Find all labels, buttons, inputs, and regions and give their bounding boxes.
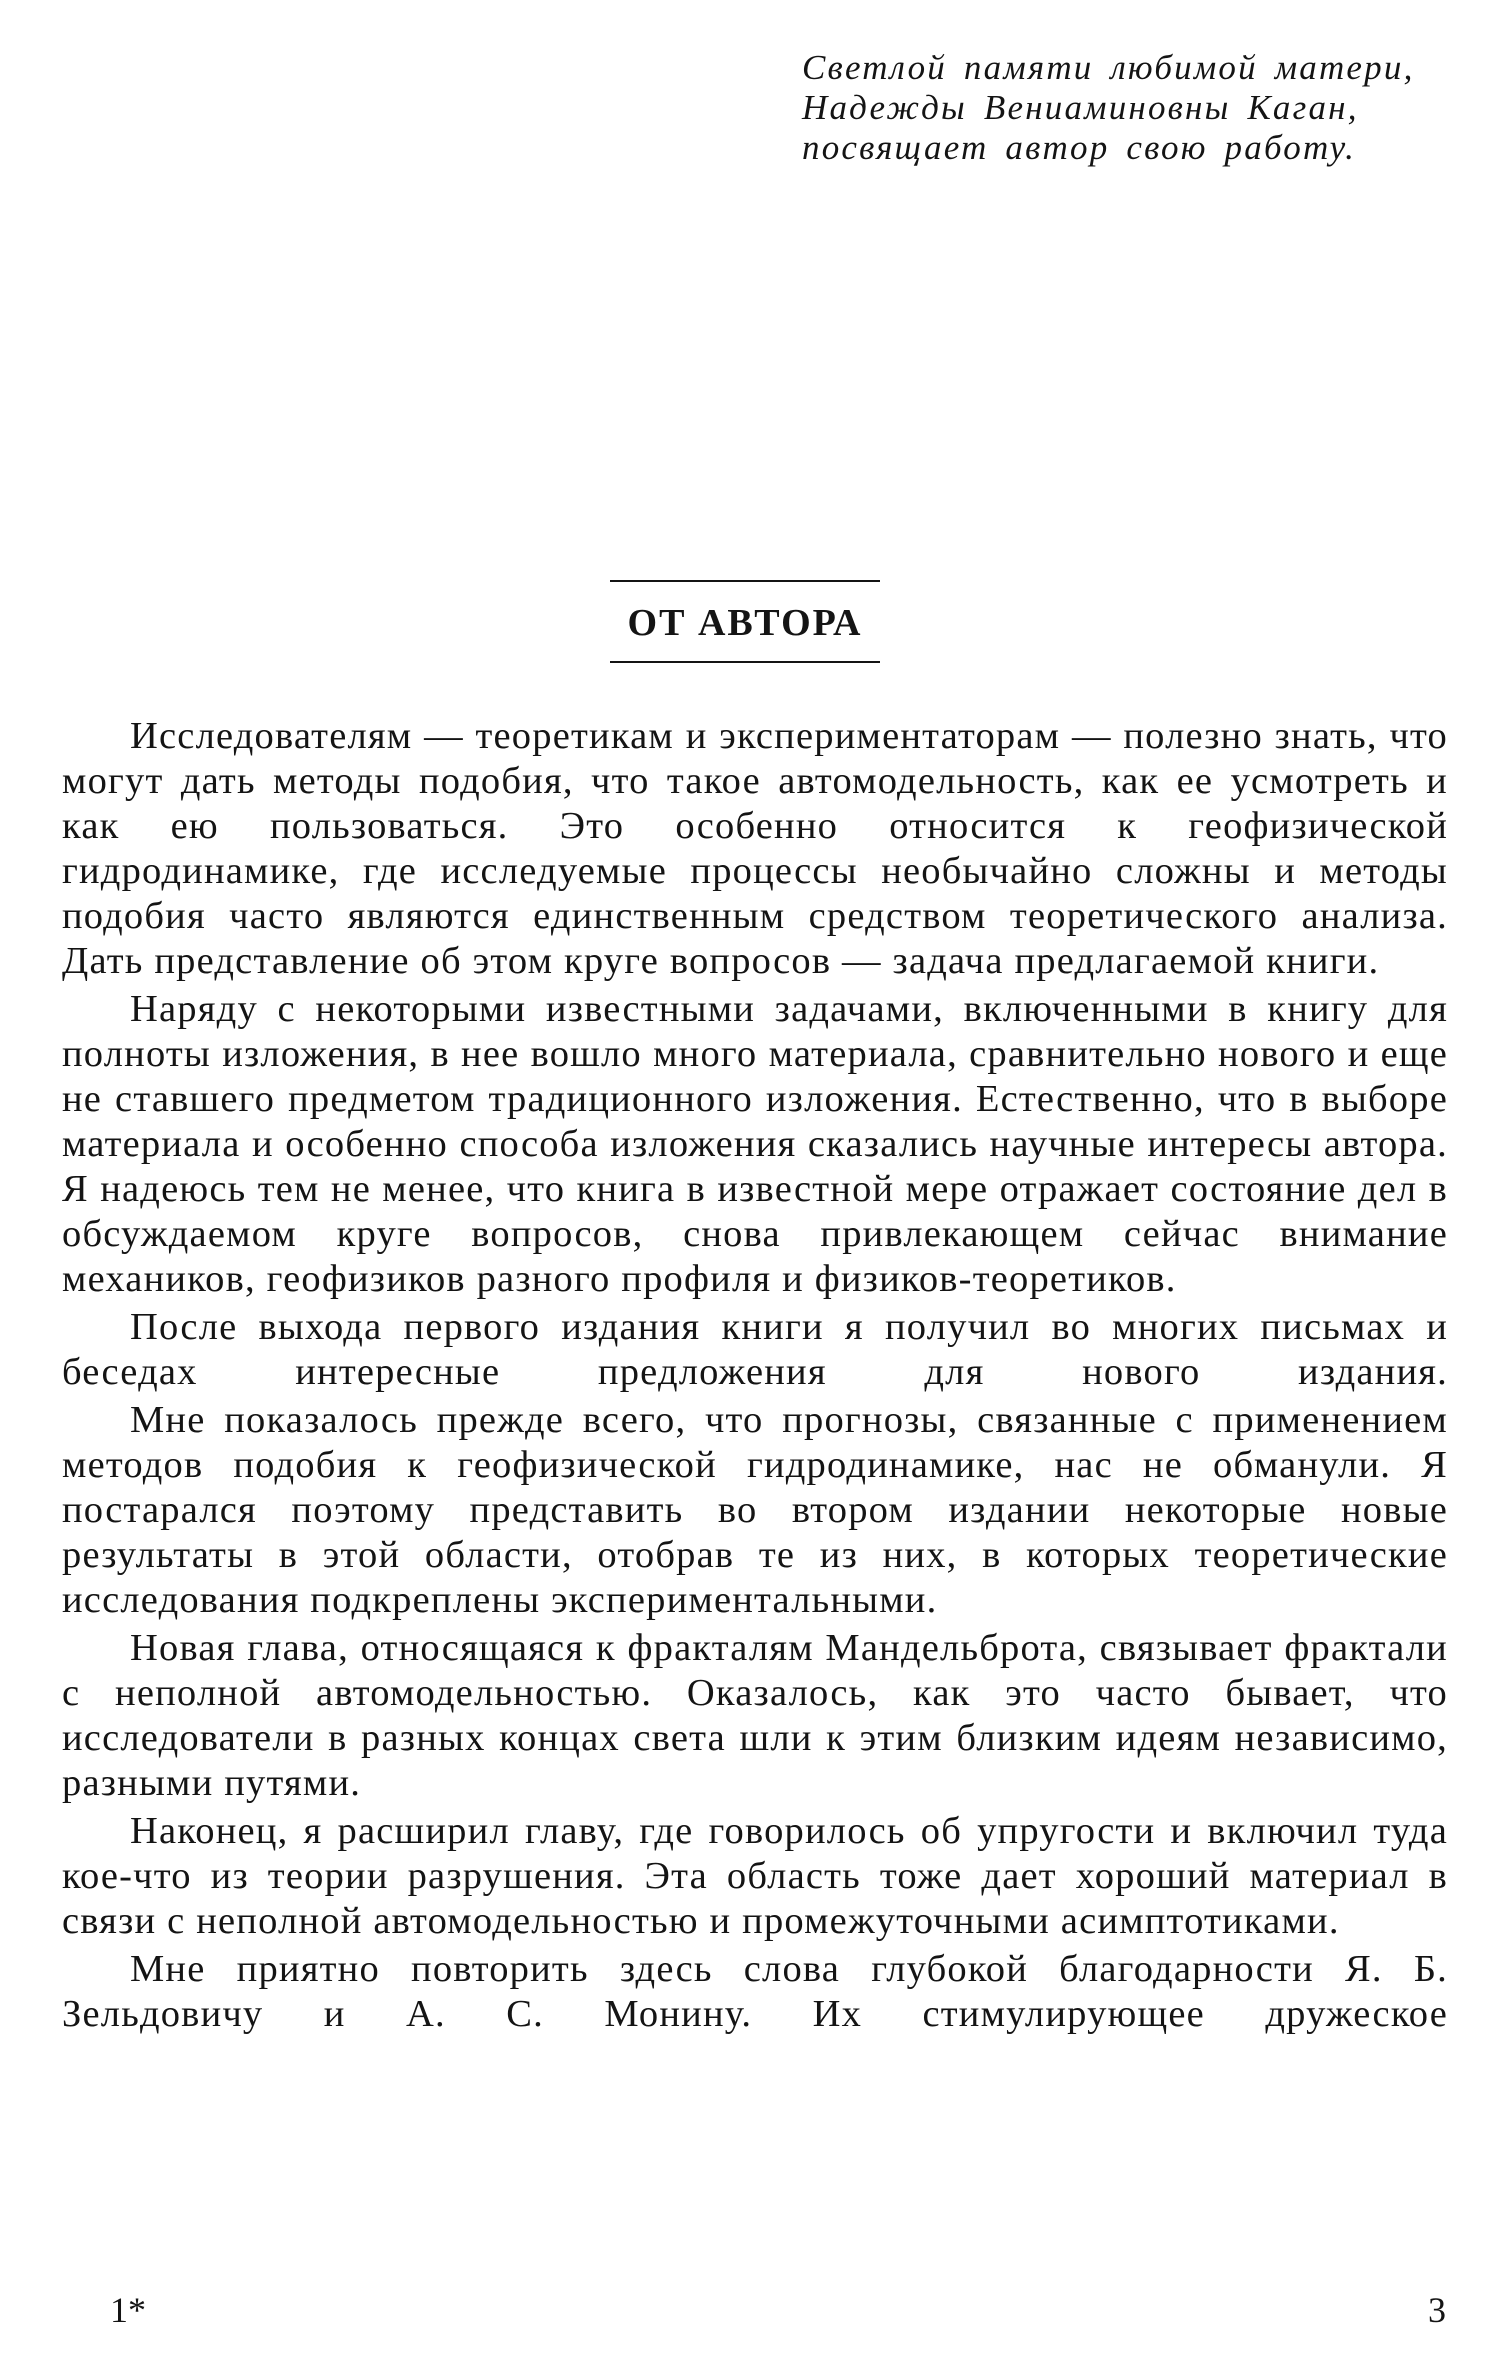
paragraph: Мне приятно повторить здесь слова глубокой благодарности Я. Б. Зельдовичу и А. С. Монину. Их стимулирующее дружеское [62,1948,1448,2035]
dedication-line: Светлой памяти любимой матери, [802,48,1415,87]
paragraph: Наконец, я расширил главу, где говорилось об упругости и включил туда кое-что из теории разрушения. Эта область тоже дает хороший материал в связи с неполной автомодельностью и промежуточными асимптотиками. [62,1810,1448,1942]
signature-mark: 1* [110,2290,146,2330]
page-title: ОТ АВТОРА [627,602,863,644]
heading-rule-top [610,580,880,582]
heading-rule-bottom [610,661,880,663]
body-text [62,714,1448,2040]
paragraph: Мне показалось прежде всего, что прогнозы, связанные с применением методов подобия к геофизической гидродинамике, нас не обманули. Я постарался поэтому представить во втором издании некоторые новые результаты в этой области, отобрав те из них, в которых теоретические исследования подкреплены экспериментальными. [62,1399,1448,1621]
dedication-line: Надежды Вениаминовны Каган, [802,88,1359,127]
dedication [802,48,1482,168]
paragraph: Наряду с некоторыми известными задачами, включенными в книгу для полноты изложения, в нее вошло много материала, сравнительно нового и еще не ставшего предметом традиционного изложения. Естественно, что в выборе материала и особенно способа изложения сказались научные интересы автора. Я надеюсь тем не менее, что книга в известной мере отражает состояние дел в обсуждаемом круге вопросов, снова привлекающем сейчас внимание механиков, геофизиков разного профиля и физиков-теоретиков. [62,988,1448,1300]
dedication-line: посвящает автор свою работу. [802,128,1357,167]
paragraph: Новая глава, относящаяся к фракталям Мандельброта, связывает фрактали с неполной автомодельностью. Оказалось, как это часто бывает, что исследователи в разных концах света шли к этим близким идеям независимо, разными путями. [62,1627,1448,1804]
page-number: 3 [1428,2290,1446,2330]
paragraph: Исследователям — теоретикам и экспериментаторам — полезно знать, что могут дать методы подобия, что такое автомодельность, как ее усмотреть и как ею пользоваться. Это особенно относится к геофизической гидродинамике, где исследуемые процессы необычайно сложны и методы подобия часто являются единственным средством теоретического анализа. Дать представление об этом круге вопросов — задача предлагаемой книги. [62,715,1448,982]
paragraph: После выхода первого издания книги я получил во многих письмах и беседах интересные предложения для нового издания. [62,1306,1448,1393]
